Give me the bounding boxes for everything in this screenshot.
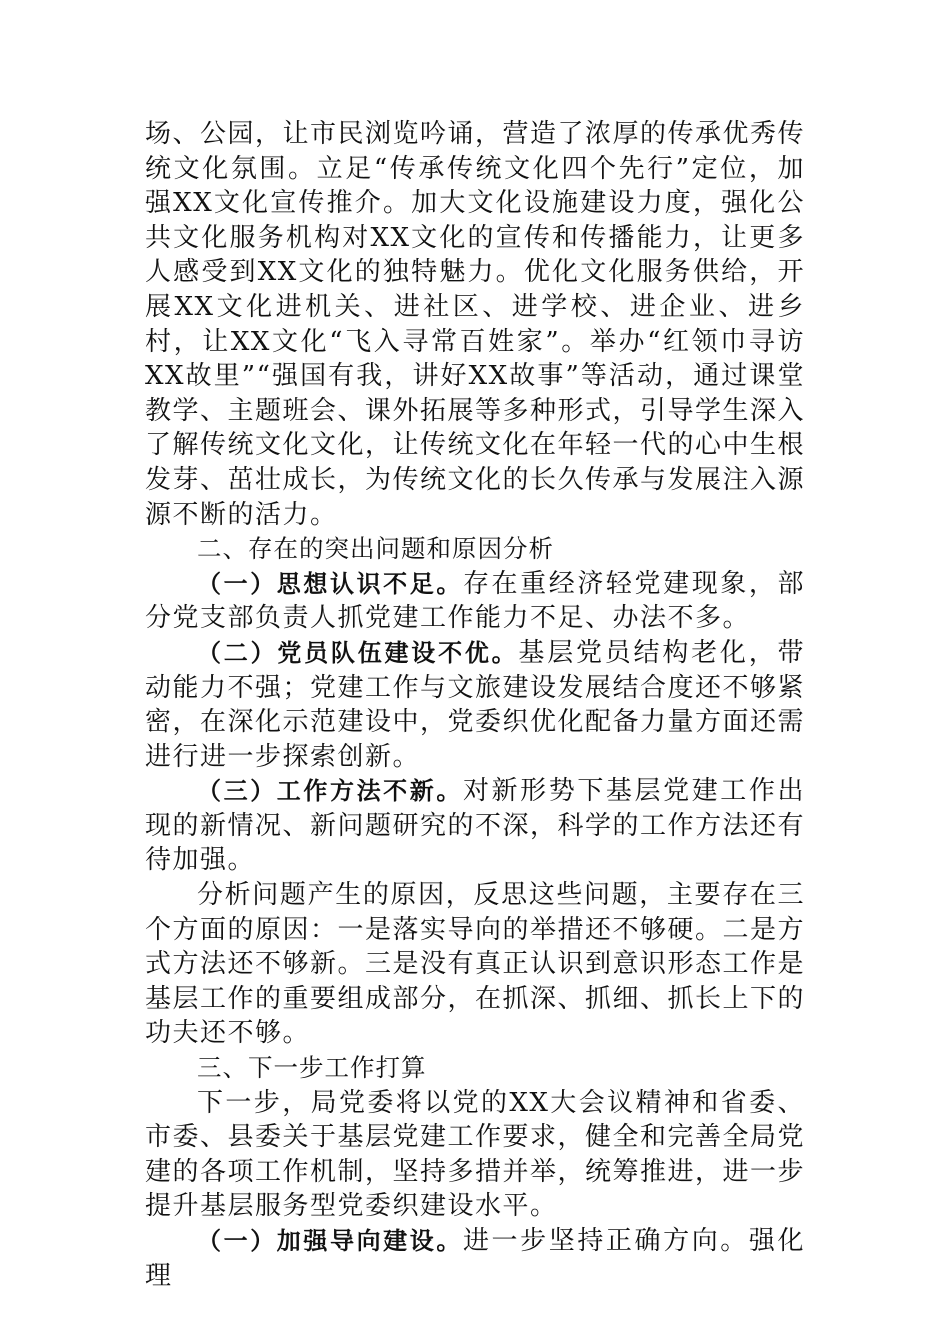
problem-item-1-title: （一）思想认识不足。 bbox=[197, 569, 463, 598]
section-heading-problems: 二、存在的突出问题和原因分析 bbox=[197, 534, 554, 564]
problem-item-2-body: 基层党员结构老化，带动能力不强；党建工作与文旅建设发展结合度还不够紧密，在深化示范建设中，党委织优化配备力量方面还需进行进一步探索创新。 bbox=[145, 637, 806, 772]
problem-item-3-title: （三）工作方法不新。 bbox=[197, 777, 463, 806]
plan-item-1 bbox=[145, 1224, 805, 1293]
plan-item-1-body: 进一步坚持正确方向。强化理 bbox=[145, 1226, 805, 1291]
document-body bbox=[145, 117, 805, 1293]
problem-item-2-title: （二）党员队伍建设不优。 bbox=[197, 638, 519, 667]
paragraph-cause-analysis: 分析问题产生的原因，反思这些问题，主要存在三个方面的原因：一是落实导向的举措还不够硬。二是方式方法还不够新。三是没有真正认识到意识形态工作是基层工作的重要组成部分，在抓深、抓细、抓长上下的功夫还不够。 bbox=[145, 880, 806, 1049]
problem-item-1-body: 存在重经济轻党建现象，部分党支部负责人抓党建工作能力不足、办法不多。 bbox=[145, 568, 805, 634]
problem-item-1 bbox=[145, 567, 805, 636]
section-heading-next-steps: 三、下一步工作打算 bbox=[197, 1053, 427, 1083]
plan-item-1-title: （一）加强导向建设。 bbox=[197, 1227, 463, 1255]
problem-item-3 bbox=[145, 774, 805, 878]
paragraph-culture-promotion: 场、公园，让市民浏览吟诵，营造了浓厚的传承优秀传统文化氛围。立足“传承传统文化四个先行”定位，加强XX文化宣传推介。加大文化设施建设力度，强化公共文化服务机构对XX文化的宣传和传播能力，让更多人感受到XX文化的独特魅力。优化文化服务供给，开展XX文化进机关、进社区、进学校、进企业、进乡村，让XX文化“飞入寻常百姓家”。举办“红领巾寻访XX故里”“强国有我，讲好XX故事”等活动，通过课堂教学、主题班会、课外拓展等多种形式，引导学生深入了解传统文化文化，让传统文化在年轻一代的心中生根发芽、茁壮成长，为传统文化的长久传承与发展注入源源不断的活力。 bbox=[145, 119, 806, 530]
problem-item-2 bbox=[145, 636, 805, 774]
paragraph-next-steps-intro: 下一步，局党委将以党的XX大会议精神和省委、市委、县委关于基层党建工作要求，健全和完善全局党建的各项工作机制，坚持多措并举，统筹推进，进一步提升基层服务型党委织建设水平。 bbox=[145, 1087, 806, 1222]
problem-item-3-body: 对新形势下基层党建工作出现的新情况、新问题研究的不深，科学的工作方法还有待加强。 bbox=[145, 776, 806, 876]
